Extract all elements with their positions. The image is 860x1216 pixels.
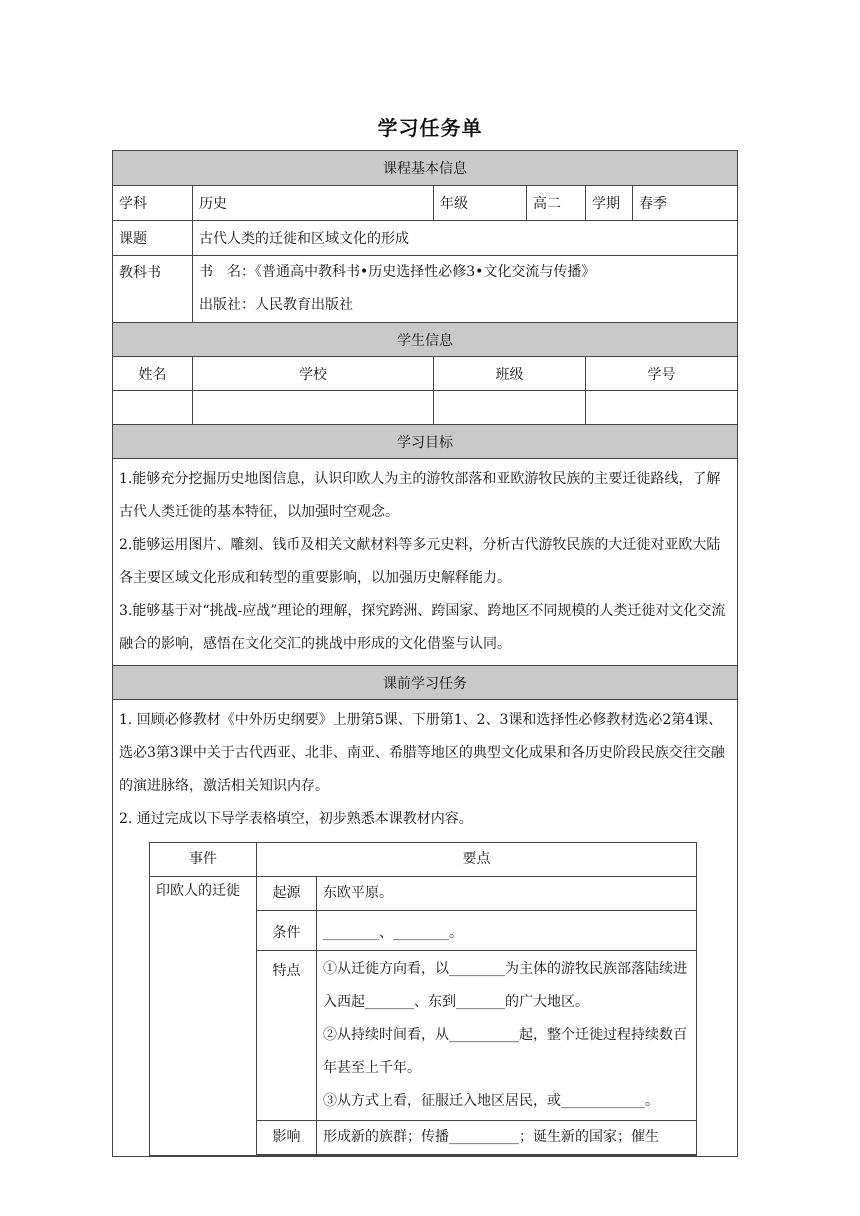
textbook-label: 教科书 [113, 256, 193, 323]
feature-1: ①从迁徙方向看，以________为主体的游牧民族部落陆续进入西起_______、东到_______的广大地区。 [323, 961, 687, 1010]
guide-value-conditions: ________、________。 [317, 911, 697, 951]
feature-3: ③从方式上看，征服迁入地区居民，或____________。 [323, 1093, 659, 1109]
guide-table [149, 842, 697, 1156]
objective-3: 3.能够基于对“挑战-应战”理论的理解，探究跨洲、跨国家、跨地区不同规模的人类迁徙对文化交流融合的影响，感悟在文化交汇的挑战中形成的文化借鉴与认同。 [119, 603, 726, 652]
objective-2: 2.能够运用图片、雕刻、钱币及相关文献材料等多元史料，分析古代游牧民族的大迁徙对亚欧大陆各主要区域文化形成和转型的重要影响，以加强历史解释能力。 [119, 537, 721, 586]
textbook-info [193, 256, 738, 323]
school-input-cell[interactable] [193, 391, 434, 425]
objectives-header: 学习目标 [113, 425, 738, 459]
guide-key-conditions: 条件 [257, 911, 317, 951]
guide-value-impact: 形成新的族群；传播__________；诞生新的国家；催生 [317, 1121, 697, 1156]
guide-col-points: 要点 [257, 843, 697, 877]
guide-col-event: 事件 [150, 843, 257, 877]
term-value: 春季 [633, 186, 738, 221]
objective-1: 1.能够充分挖掘历史地图信息，认识印欧人为主的游牧部落和亚欧游牧民族的主要迁徙路线，了解古代人类迁徙的基本特征，以加强时空观念。 [119, 471, 721, 520]
class-input-cell[interactable] [434, 391, 586, 425]
textbook-publisher: 出版社：人民教育出版社 [199, 297, 353, 313]
col-name: 姓名 [113, 357, 193, 391]
guide-key-origin: 起源 [257, 877, 317, 911]
col-student-id: 学号 [586, 357, 738, 391]
page-title: 学习任务单 [377, 116, 483, 140]
pre-tasks-header: 课前学习任务 [113, 666, 738, 700]
pre-task-1: 1. 回顾必修教材《中外历史纲要》上册第5课、下册第1、2、3课和选择性必修教材选必2第4课、选必3第3课中关于古代西亚、北非、南亚、希腊等地区的典型文化成果和各历史阶段民族交往交融的演进脉络，激活相关知识内存。 [119, 712, 725, 794]
grade-value: 高二 [527, 186, 586, 221]
student-info-header: 学生信息 [113, 323, 738, 357]
objectives-content [113, 459, 738, 666]
subject-value: 历史 [193, 186, 434, 221]
guide-key-features: 特点 [257, 951, 317, 1121]
guide-value-origin: 东欧平原。 [317, 877, 697, 911]
grade-label: 年级 [434, 186, 527, 221]
student-id-input-cell[interactable] [586, 391, 738, 425]
name-input-cell[interactable] [113, 391, 193, 425]
guide-value-features [317, 951, 697, 1121]
term-label: 学期 [586, 186, 633, 221]
guide-key-impact: 影响 [257, 1121, 317, 1156]
subject-label: 学科 [113, 186, 193, 221]
topic-value: 古代人类的迁徙和区域文化的形成 [193, 221, 738, 256]
task-sheet-table [112, 150, 738, 1157]
guide-event: 印欧人的迁徙 [150, 877, 257, 1156]
pre-tasks-content [113, 700, 738, 1157]
col-school: 学校 [193, 357, 434, 391]
topic-label: 课题 [113, 221, 193, 256]
col-class: 班级 [434, 357, 586, 391]
pre-task-2: 2. 通过完成以下导学表格填空，初步熟悉本课教材内容。 [119, 811, 473, 827]
course-info-header: 课程基本信息 [113, 151, 738, 186]
textbook-name: 书 名：《普通高中教科书•历史选择性必修3•文化交流与传播》 [199, 264, 596, 280]
feature-2: ②从持续时间看，从__________起，整个迁徙过程持续数百年甚至上千年。 [323, 1027, 687, 1076]
